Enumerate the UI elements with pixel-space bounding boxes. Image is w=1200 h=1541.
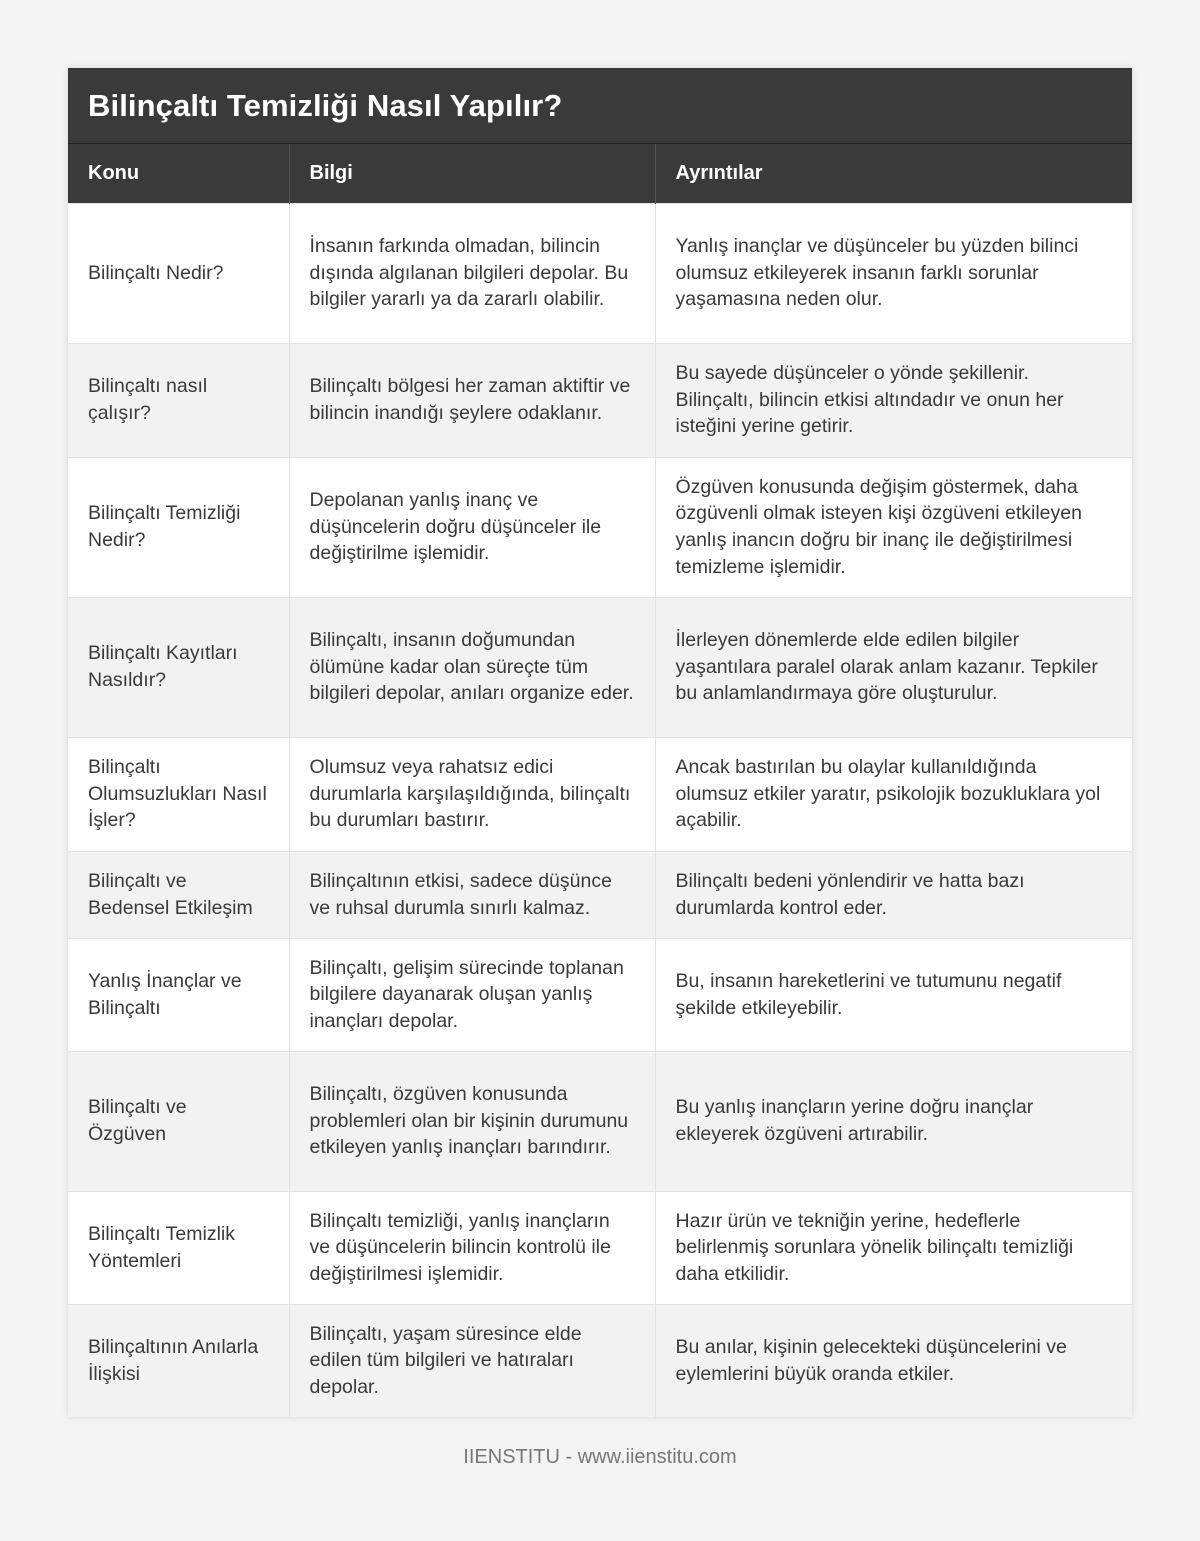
column-header-bilgi: Bilgi [289,144,655,203]
cell-bilgi: İnsanın farkında olmadan, bilincin dışında algılanan bilgileri depolar. Bu bilgiler yararlı ya da zararlı olabilir. [289,203,655,343]
cell-konu: Bilinçaltının Anılarla İlişkisi [68,1304,289,1417]
cell-konu: Bilinçaltı Kayıtları Nasıldır? [68,597,289,737]
info-table [68,144,1132,1417]
table-row [68,938,1132,1051]
table-header [68,144,1132,203]
cell-bilgi: Bilinçaltı temizliği, yanlış inançların ve düşüncelerin bilincin kontrolü ile değiştirilmesi işlemidir. [289,1191,655,1304]
table-card [68,68,1132,1417]
cell-bilgi: Bilinçaltı, insanın doğumundan ölümüne kadar olan süreçte tüm bilgileri depolar, anıları organize eder. [289,597,655,737]
cell-bilgi: Depolanan yanlış inanç ve düşüncelerin doğru düşünceler ile değiştirilme işlemidir. [289,457,655,597]
cell-konu: Bilinçaltı nasıl çalışır? [68,343,289,457]
table-row [68,737,1132,851]
table-row [68,343,1132,457]
cell-konu: Yanlış İnançlar ve Bilinçaltı [68,938,289,1051]
cell-bilgi: Bilinçaltı, gelişim sürecinde toplanan bilgilere dayanarak oluşan yanlış inançları depolar. [289,938,655,1051]
page-title: Bilinçaltı Temizliği Nasıl Yapılır? [88,87,563,123]
cell-ayrintilar: Bu anılar, kişinin gelecekteki düşüncelerini ve eylemlerini büyük oranda etkiler. [655,1304,1132,1417]
cell-ayrintilar: Bu yanlış inançların yerine doğru inançlar ekleyerek özgüveni artırabilir. [655,1051,1132,1191]
cell-bilgi: Bilinçaltı, özgüven konusunda problemleri olan bir kişinin durumunu etkileyen yanlış inançları barındırır. [289,1051,655,1191]
cell-ayrintilar: Yanlış inançlar ve düşünceler bu yüzden bilinci olumsuz etkileyerek insanın farklı sorunlar yaşamasına neden olur. [655,203,1132,343]
cell-konu: Bilinçaltı ve Bedensel Etkileşim [68,851,289,938]
title-bar [68,68,1132,144]
cell-ayrintilar: İlerleyen dönemlerde elde edilen bilgiler yaşantılara paralel olarak anlam kazanır. Tepkiler bu anlamlandırmaya göre oluşturulur. [655,597,1132,737]
cell-bilgi: Olumsuz veya rahatsız edici durumlarla karşılaşıldığında, bilinçaltı bu durumları bastırır. [289,737,655,851]
table-row [68,1191,1132,1304]
cell-ayrintilar: Bu sayede düşünceler o yönde şekillenir. Bilinçaltı, bilincin etkisi altındadır ve onun her isteğini yerine getirir. [655,343,1132,457]
cell-bilgi: Bilinçaltının etkisi, sadece düşünce ve ruhsal durumla sınırlı kalmaz. [289,851,655,938]
cell-ayrintilar: Ancak bastırılan bu olaylar kullanıldığında olumsuz etkiler yaratır, psikolojik bozukluklara yol açabilir. [655,737,1132,851]
footer-credit: IIENSTITU - www.iienstitu.com [463,1446,737,1468]
cell-konu: Bilinçaltı Olumsuzlukları Nasıl İşler? [68,737,289,851]
cell-konu: Bilinçaltı Temizliği Nedir? [68,457,289,597]
table-row [68,1304,1132,1417]
cell-ayrintilar: Bilinçaltı bedeni yönlendirir ve hatta bazı durumlarda kontrol eder. [655,851,1132,938]
table-row [68,457,1132,597]
cell-ayrintilar: Hazır ürün ve tekniğin yerine, hedeflerle belirlenmiş sorunlara yönelik bilinçaltı temizliği daha etkilidir. [655,1191,1132,1304]
column-header-ayrintilar: Ayrıntılar [655,144,1132,203]
column-header-konu: Konu [68,144,289,203]
cell-konu: Bilinçaltı Temizlik Yöntemleri [68,1191,289,1304]
table-row [68,1051,1132,1191]
cell-ayrintilar: Bu, insanın hareketlerini ve tutumunu negatif şekilde etkileyebilir. [655,938,1132,1051]
cell-bilgi: Bilinçaltı bölgesi her zaman aktiftir ve bilincin inandığı şeylere odaklanır. [289,343,655,457]
table-body [68,203,1132,1417]
cell-konu: Bilinçaltı Nedir? [68,203,289,343]
table-row [68,597,1132,737]
cell-ayrintilar: Özgüven konusunda değişim göstermek, daha özgüvenli olmak isteyen kişi özgüveni etkileyen yanlış inancın doğru bir inanç ile değiştirilmesi temizleme işlemidir. [655,457,1132,597]
cell-bilgi: Bilinçaltı, yaşam süresince elde edilen tüm bilgileri ve hatıraları depolar. [289,1304,655,1417]
table-row [68,203,1132,343]
cell-konu: Bilinçaltı ve Özgüven [68,1051,289,1191]
table-row [68,851,1132,938]
header-row [68,144,1132,203]
